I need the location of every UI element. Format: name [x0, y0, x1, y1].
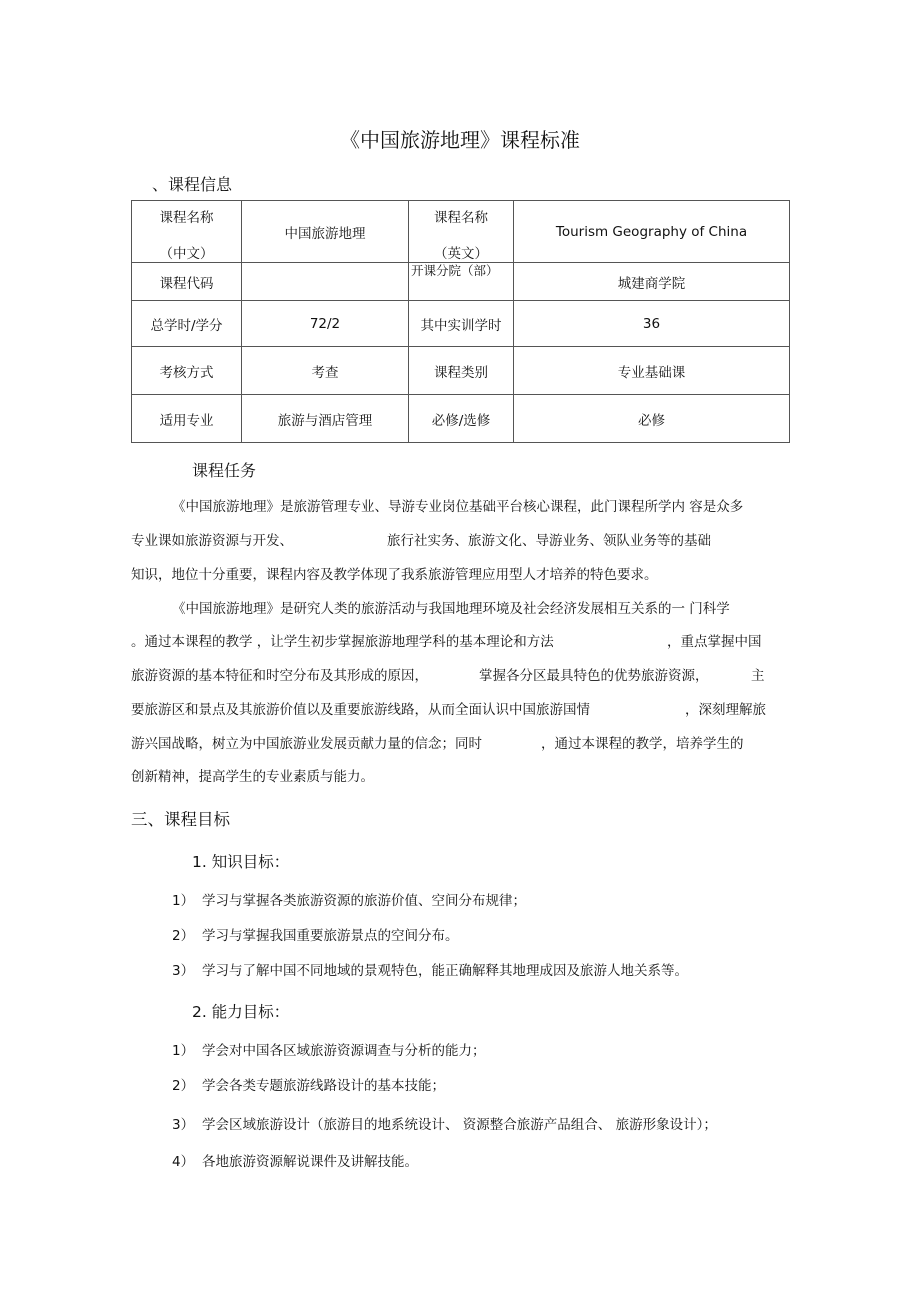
list-number: 3） — [172, 1117, 195, 1133]
list-number: 4） — [172, 1154, 195, 1170]
list-text: 学会对中国各区域旅游资源调查与分析的能力； — [202, 1043, 486, 1059]
paragraph-line: 旅游资源的基本特征和时空分布及其形成的原因， — [131, 668, 428, 684]
paragraph-line: ，重点掌握中国 — [667, 634, 762, 650]
list-item — [172, 1074, 445, 1094]
label-department: 开课分院（部） — [409, 263, 514, 301]
label-course-type: 课程类别 — [409, 347, 514, 395]
table-cell — [132, 201, 242, 263]
list-number: 1） — [172, 893, 195, 909]
list-number: 2） — [172, 928, 195, 944]
paragraph-line: 知识，地位十分重要，课程内容及教学体现了我系旅游管理应用型人才培养的特色要求。 — [131, 567, 658, 583]
table-row — [132, 201, 790, 263]
paragraph-line: 要旅游区和景点及其旅游价值以及重要旅游线路，从而全面认识中国旅游国情 — [131, 702, 590, 718]
paragraph-line: 游兴国战略，树立为中国旅游业发展贡献力量的信念；同时 — [131, 736, 482, 752]
label-major: 适用专业 — [132, 395, 242, 443]
list-item — [172, 1150, 418, 1170]
value-required: 必修 — [514, 395, 790, 443]
subsection-heading-ability: 2. 能力目标： — [192, 1003, 290, 1021]
paragraph-line: 掌握各分区最具特色的优势旅游资源， — [479, 668, 709, 684]
list-text: 学习与了解中国不同地域的景观特色，能正确解释其地理成因及旅游人地关系等。 — [202, 963, 688, 979]
value-course-code — [242, 263, 409, 301]
section-heading-course-objectives: 三、课程目标 — [131, 810, 230, 829]
list-number: 1） — [172, 1043, 195, 1059]
paragraph-line: 《中国旅游地理》是研究人类的旅游活动与我国地理环境及社会经济发展相互关系的一 门科学 — [172, 601, 730, 617]
paragraph-line: 主 — [751, 668, 765, 684]
paragraph-line: 专业课如旅游资源与开发、 — [131, 533, 293, 549]
label-total-hours: 总学时/学分 — [132, 301, 242, 347]
paragraph-line: ，通过本课程的教学，培养学生的 — [541, 736, 744, 752]
list-text: 各地旅游资源解说课件及讲解技能。 — [202, 1154, 418, 1170]
section-heading-course-task: 课程任务 — [192, 461, 257, 480]
label-course-name-cn-sub: （中文） — [159, 245, 214, 262]
label-assessment: 考核方式 — [132, 347, 242, 395]
label-practice-hours: 其中实训学时 — [409, 301, 514, 347]
list-text: 学习与掌握我国重要旅游景点的空间分布。 — [202, 928, 459, 944]
paragraph-line: 旅行社实务、旅游文化、导游业务、领队业务等的基础 — [387, 533, 711, 549]
list-item — [172, 959, 688, 979]
list-number: 3） — [172, 963, 195, 979]
list-text: 学会区域旅游设计（旅游目的地系统设计、 资源整合旅游产品组合、 旅游形象设计）； — [202, 1117, 717, 1133]
value-practice-hours: 36 — [514, 301, 790, 347]
table-row — [132, 347, 790, 395]
table-row — [132, 395, 790, 443]
subsection-heading-knowledge: 1. 知识目标： — [192, 853, 290, 871]
course-info-table — [131, 200, 790, 443]
value-total-hours: 72/2 — [242, 301, 409, 347]
value-assessment: 考查 — [242, 347, 409, 395]
paragraph-line: ，深刻理解旅 — [685, 702, 766, 718]
section-heading-course-info: 、课程信息 — [152, 175, 233, 194]
list-number: 2） — [172, 1078, 195, 1094]
list-item — [172, 1039, 486, 1059]
label-required: 必修/选修 — [409, 395, 514, 443]
value-course-name-cn: 中国旅游地理 — [242, 201, 409, 263]
list-text: 学习与掌握各类旅游资源的旅游价值、空间分布规律； — [202, 893, 526, 909]
table-cell — [409, 201, 514, 263]
paragraph-line: 。通过本课程的教学 ，让学生初步掌握旅游地理学科的基本理论和方法 — [131, 634, 554, 650]
label-course-code: 课程代码 — [132, 263, 242, 301]
value-course-type: 专业基础课 — [514, 347, 790, 395]
value-major: 旅游与酒店管理 — [242, 395, 409, 443]
value-course-name-en: Tourism Geography of China — [514, 201, 790, 263]
label-course-name-cn: 课程名称 — [159, 209, 214, 226]
list-item — [172, 924, 459, 944]
paragraph-line: 创新精神，提高学生的专业素质与能力。 — [131, 769, 374, 785]
list-item — [172, 889, 526, 909]
page-title: 《中国旅游地理》课程标准 — [340, 128, 580, 152]
label-course-name-en-sub: （英文） — [434, 245, 488, 262]
paragraph-line: 《中国旅游地理》是旅游管理专业、导游专业岗位基础平台核心课程，此门课程所学内 容是众多 — [172, 499, 744, 515]
table-row — [132, 263, 790, 301]
table-row — [132, 301, 790, 347]
label-course-name-en: 课程名称 — [434, 209, 488, 226]
list-item — [172, 1113, 717, 1133]
list-text: 学会各类专题旅游线路设计的基本技能； — [202, 1078, 445, 1094]
value-department: 城建商学院 — [514, 263, 790, 301]
